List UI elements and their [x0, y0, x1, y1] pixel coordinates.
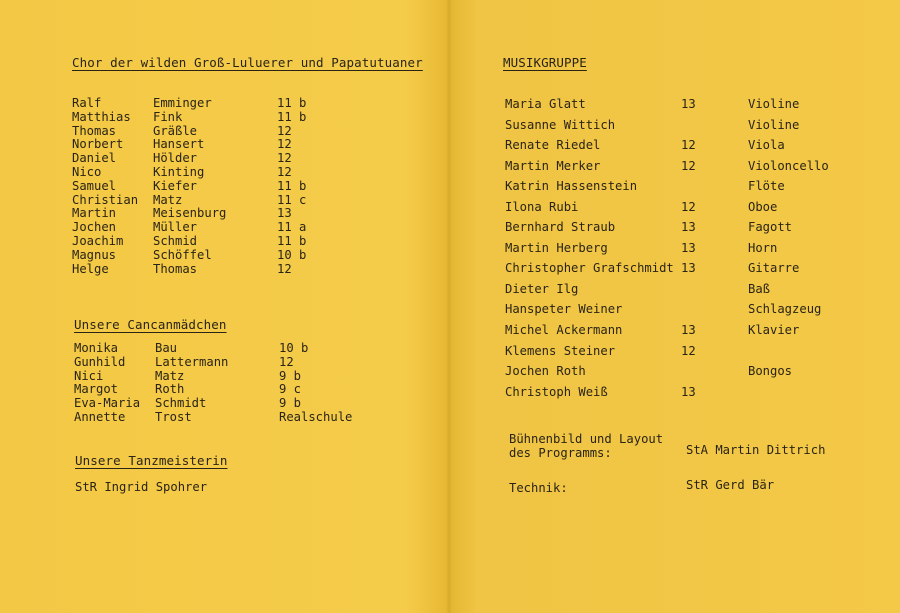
last-name: Hölder — [153, 151, 198, 166]
school-class: 12 — [681, 343, 696, 358]
school-class: 12 — [277, 164, 292, 179]
school-class: 13 — [681, 220, 696, 235]
dance-heading: Unsere Tanzmeisterin — [75, 453, 228, 468]
instrument: Fagott — [748, 220, 793, 235]
musician-name: Bernhard Straub — [505, 220, 616, 235]
last-name: Thomas — [153, 261, 198, 276]
musician-name: Dieter Ilg — [505, 281, 579, 296]
musician-name: Susanne Wittich — [505, 117, 616, 132]
school-class: Realschule — [279, 409, 353, 424]
school-class: 11 b — [277, 233, 307, 248]
last-name: Bau — [155, 341, 178, 355]
last-name: Gräßle — [153, 123, 198, 138]
musician-name: Hanspeter Weiner — [505, 302, 623, 317]
instrument: Schlagzeug — [748, 302, 822, 317]
school-class: 9 b — [279, 396, 302, 411]
instrument: Violine — [748, 97, 800, 111]
instrument: Gitarre — [748, 261, 800, 276]
first-name: Eva-Maria — [74, 396, 141, 411]
school-class: 11 a — [277, 220, 307, 235]
school-class: 13 — [277, 206, 292, 221]
instrument: Horn — [748, 240, 778, 255]
school-class: 11 b — [277, 178, 307, 193]
last-name: Kinting — [153, 164, 205, 179]
left-page — [0, 0, 446, 613]
school-class: 12 — [277, 137, 292, 152]
first-name: Margot — [74, 382, 119, 397]
school-class: 10 b — [279, 341, 309, 355]
school-class: 13 — [681, 261, 696, 276]
music-heading: MUSIKGRUPPE — [503, 55, 587, 70]
tech-label: Technik: — [509, 481, 568, 495]
school-class: 12 — [279, 354, 294, 369]
first-name: Norbert — [72, 137, 124, 152]
musician-name: Jochen Roth — [505, 364, 586, 379]
musician-name: Katrin Hassenstein — [505, 179, 638, 194]
school-class: 11 c — [277, 192, 307, 207]
instrument: Baß — [748, 281, 771, 296]
first-name: Joachim — [72, 233, 124, 248]
school-class: 12 — [681, 138, 696, 153]
last-name: Schöffel — [153, 247, 212, 262]
last-name: Fink — [153, 109, 183, 124]
stage-label-line1: Bühnenbild und Layout — [509, 432, 664, 446]
musician-name: Klemens Steiner — [505, 343, 616, 358]
last-name: Matz — [153, 192, 183, 207]
school-class: 11 b — [277, 96, 307, 110]
school-class: 12 — [277, 151, 292, 166]
last-name: Matz — [155, 368, 185, 383]
school-class: 10 b — [277, 247, 307, 262]
school-class: 12 — [681, 199, 696, 214]
school-class: 12 — [681, 158, 696, 173]
musician-name: Maria Glatt — [505, 97, 586, 111]
instrument: Flöte — [748, 179, 785, 194]
choir-heading: Chor der wilden Groß-Luluerer und Papatutuaner — [72, 55, 423, 70]
last-name: Emminger — [153, 96, 212, 110]
instrument: Viola — [748, 138, 785, 153]
instrument: Klavier — [748, 323, 800, 338]
first-name: Thomas — [72, 123, 117, 138]
school-class: 12 — [277, 261, 292, 276]
musician-name: Michel Ackermann — [505, 323, 623, 338]
musician-name: Martin Merker — [505, 158, 601, 173]
last-name: Kiefer — [153, 178, 198, 193]
last-name: Müller — [153, 220, 198, 235]
first-name: Daniel — [72, 151, 117, 166]
dance-master-name: StR Ingrid Spohrer — [75, 480, 208, 494]
musician-name: Christopher Grafschmidt — [505, 261, 674, 276]
last-name: Meisenburg — [153, 206, 227, 221]
first-name: Nico — [72, 164, 102, 179]
last-name: Schmidt — [155, 396, 207, 411]
first-name: Ralf — [72, 96, 102, 110]
musician-name: Renate Riedel — [505, 138, 601, 153]
school-class: 13 — [681, 323, 696, 338]
last-name: Schmid — [153, 233, 198, 248]
first-name: Gunhild — [74, 354, 126, 369]
first-name: Martin — [72, 206, 117, 221]
first-name: Jochen — [72, 220, 117, 235]
school-class: 11 b — [277, 109, 307, 124]
first-name: Helge — [72, 261, 109, 276]
instrument: Bongos — [748, 364, 793, 379]
first-name: Christian — [72, 192, 139, 207]
first-name: Monika — [74, 341, 119, 355]
musician-name: Ilona Rubi — [505, 199, 579, 214]
instrument: Oboe — [748, 199, 778, 214]
tech-name: StR Gerd Bär — [686, 478, 775, 492]
right-page — [452, 0, 900, 613]
last-name: Hansert — [153, 137, 205, 152]
school-class: 9 c — [279, 382, 302, 397]
stage-designer-name: StA Martin Dittrich — [686, 443, 826, 457]
first-name: Magnus — [72, 247, 117, 262]
stage-label-line2: des Programms: — [509, 446, 612, 460]
school-class: 13 — [681, 384, 696, 399]
last-name: Lattermann — [155, 354, 229, 369]
musician-name: Martin Herberg — [505, 240, 608, 255]
instrument: Violine — [748, 117, 800, 132]
last-name: Roth — [155, 382, 185, 397]
first-name: Nici — [74, 368, 104, 383]
first-name: Annette — [74, 409, 126, 424]
first-name: Samuel — [72, 178, 117, 193]
cancan-heading: Unsere Cancanmädchen — [74, 317, 227, 332]
first-name: Matthias — [72, 109, 131, 124]
last-name: Trost — [155, 409, 192, 424]
school-class: 12 — [277, 123, 292, 138]
school-class: 13 — [681, 240, 696, 255]
musician-name: Christoph Weiß — [505, 384, 608, 399]
school-class: 13 — [681, 97, 696, 111]
instrument: Violoncello — [748, 158, 829, 173]
school-class: 9 b — [279, 368, 302, 383]
